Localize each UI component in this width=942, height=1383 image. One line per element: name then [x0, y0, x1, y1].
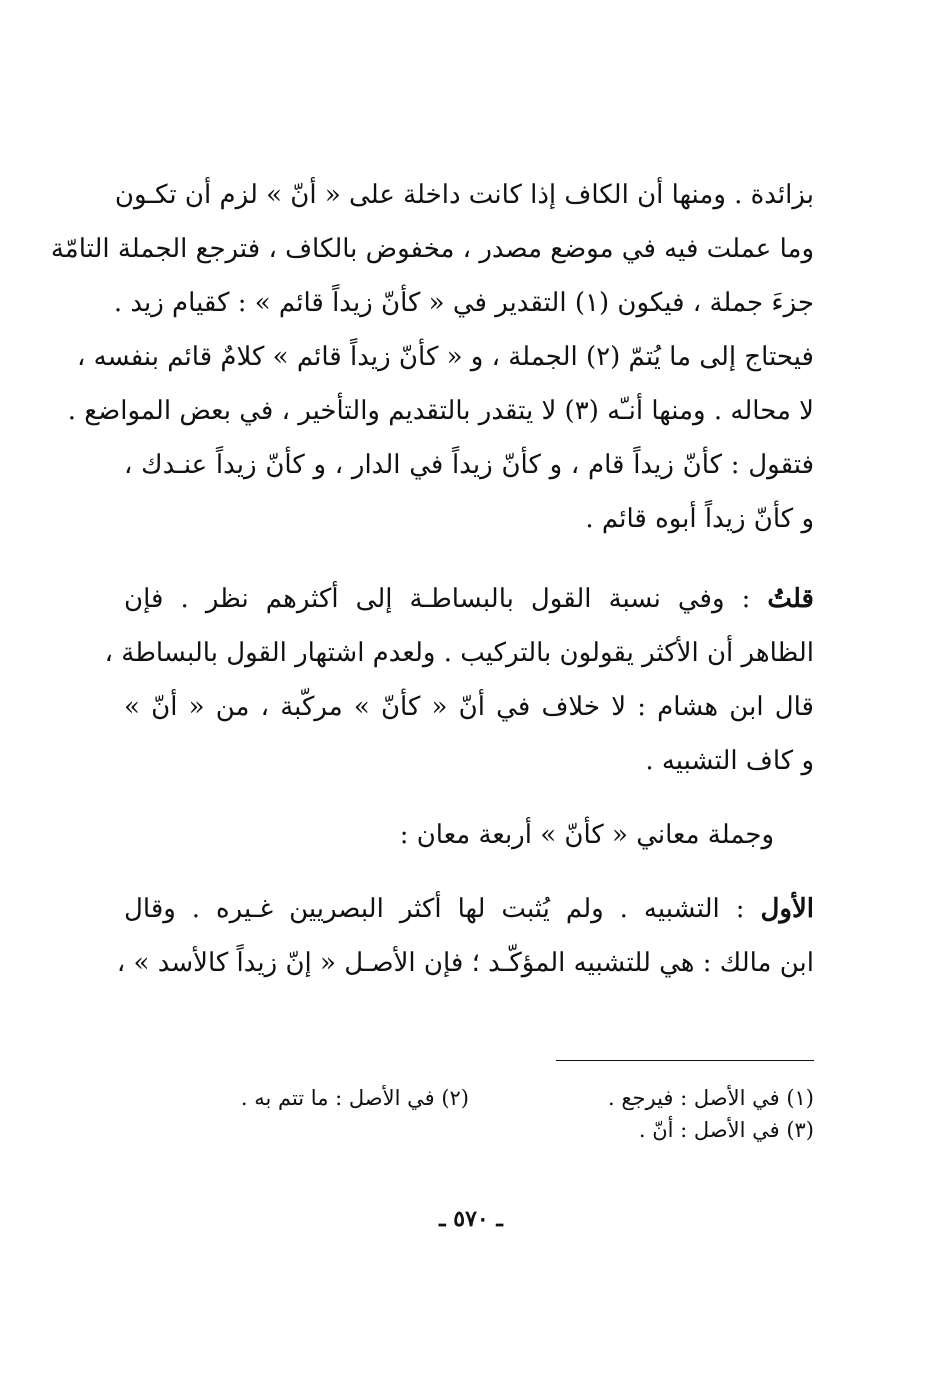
footnote-1: (١) في الأصل : فيرجع .	[607, 1086, 814, 1110]
paragraph-1	[50, 168, 814, 546]
text-line: فيحتاج إلى ما يُتمّ (٢) الجملة ، و « كأنّ زيداً قائم » كلامٌ قائم بنفسه ،	[76, 342, 814, 372]
footnote-3: (٣) في الأصل : أنّ .	[638, 1118, 814, 1142]
text-line: فتقول : كأنّ زيداً قام ، و كأنّ زيداً في الدار ، و كأنّ زيداً عنـدك ،	[124, 450, 814, 480]
text-line	[124, 572, 814, 626]
text-line: قال ابن هشام : لا خلاف في أنّ « كأنّ » مركّبة ، من « أنّ »	[124, 692, 814, 722]
line-rest: : وفي نسبة القول بالبساطـة إلى أكثرهم نظر . فإن	[124, 584, 768, 614]
paragraph-3	[124, 808, 814, 862]
paragraph-gap	[124, 546, 814, 572]
page-number: ـ ٥٧٠ ـ	[439, 1206, 503, 1232]
main-text	[50, 168, 814, 990]
text-line: بزائدة . ومنها أن الكاف إذا كانت داخلة على « أنّ » لزم أن تكـون	[114, 180, 814, 210]
paragraph-2	[104, 572, 814, 788]
lead-word: الأول	[760, 894, 814, 924]
text-line: الظاهر أن الأكثر يقولون بالتركيب . ولعدم اشتهار القول بالبساطة ،	[104, 638, 814, 668]
paragraph-gap	[124, 862, 814, 882]
footnotes	[124, 1082, 814, 1146]
footnote-row	[124, 1114, 814, 1146]
footnote-separator	[556, 1060, 814, 1061]
lead-word: قلتُ	[767, 584, 814, 614]
paragraph-4	[116, 882, 814, 990]
footnote-2: (٢) في الأصل : ما تتم به .	[240, 1086, 469, 1110]
line-rest: : التشبيه . ولم يُثبت لها أكثر البصريين غـيره . وقال	[124, 894, 761, 924]
text-line: لا محاله . ومنها أنـّه (٣) لا يتقدر بالتقديم والتأخير ، في بعض المواضع .	[67, 396, 814, 426]
text-line: جزءَ جملة ، فيكون (١) التقدير في « كأنّ زيداً قائم » : كقيام زيد .	[113, 288, 814, 318]
text-line: وجملة معاني « كأنّ » أربعة معان :	[399, 820, 774, 850]
text-line: ابن مالك : هي للتشبيه المؤكّـد ؛ فإن الأصـل « إنّ زيداً كالأسد » ،	[116, 948, 814, 978]
text-line: وما عملت فيه في موضع مصدر ، مخفوض بالكاف ، فترجع الجملة التامّة	[50, 234, 814, 264]
text-line	[124, 882, 814, 936]
text-line: و كاف التشبيه .	[645, 746, 814, 776]
footnote-row	[124, 1082, 814, 1114]
paragraph-gap	[124, 788, 814, 808]
text-line: و كأنّ زيداً أبوه قائم .	[585, 504, 814, 534]
